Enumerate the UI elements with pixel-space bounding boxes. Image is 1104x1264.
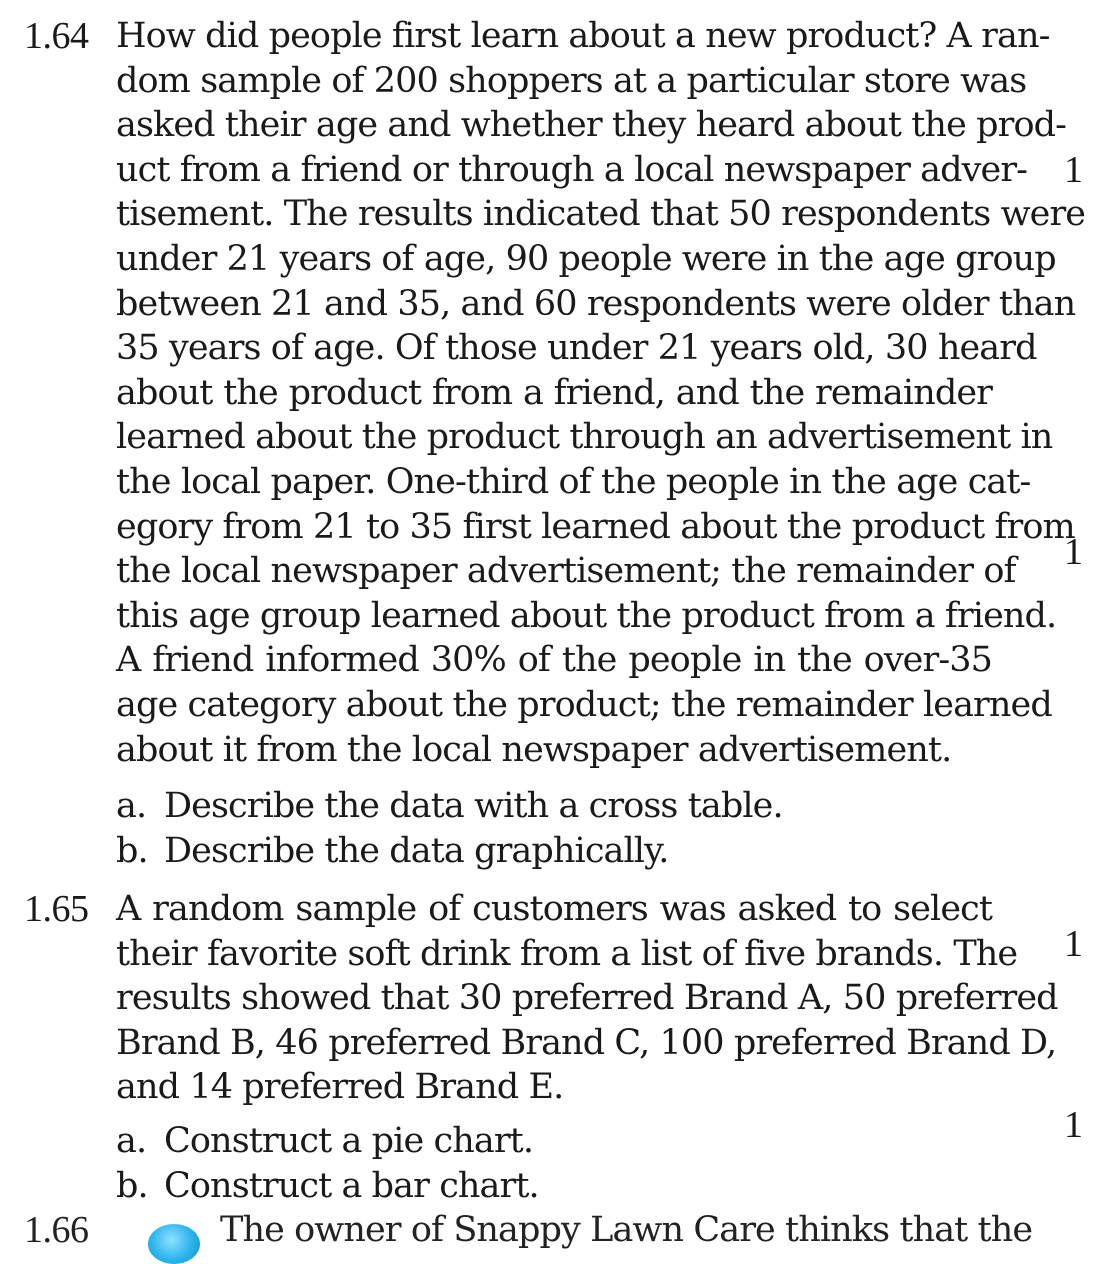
statement-line: egory from 21 to 35 first learned about the product from [116,506,1075,547]
statement-line: asked their age and whether they heard about the prod- [116,105,1067,146]
edge-glyph: 1 [1064,1104,1083,1146]
part-text: Construct a pie chart. [164,1121,534,1161]
part-a [116,1119,992,1164]
part-label: a. [116,1121,147,1161]
problem-number: 1.66 [24,1209,89,1251]
part-label: a. [116,786,147,826]
part-b [116,829,992,874]
part-text: Describe the data graphically. [164,831,669,871]
statement-line: A random sample of customers was asked to select [116,889,992,929]
problem-number: 1.65 [24,888,89,930]
statement-line: the local newspaper advertisement; the remainder of [116,551,1016,592]
statement-line: about the product from a friend, and the remainder [116,372,992,413]
statement-line: A friend informed 30% of the people in the over-35 [116,640,992,681]
data-file-icon [148,1224,200,1264]
problem-parts [116,784,992,874]
part-b [116,1164,992,1209]
part-text: Construct a bar chart. [164,1166,539,1206]
part-a [116,784,992,829]
statement-line: dom sample of 200 shoppers at a particular store was [116,60,1027,101]
statement-line: How did people first learn about a new product? A ran- [116,16,1050,56]
statement-line: learned about the product through an advertisement in [116,417,1053,458]
statement-line: their favorite soft drink from a list of five brands. The [116,933,1018,974]
problem-parts [116,1119,992,1209]
problem-statement [220,1208,1096,1253]
statement-line: uct from a friend or through a local newspaper adver- [116,149,1028,190]
edge-glyph: 1 [1064,531,1083,573]
statement-line: between 21 and 35, and 60 respondents were older than [116,283,1076,324]
part-label: b. [116,1166,148,1206]
problem-number: 1.64 [24,15,89,57]
statement-line: Brand B, 46 preferred Brand C, 100 preferred Brand D, [116,1022,1057,1063]
statement-line: The owner of Snappy Lawn Care thinks that the [220,1210,1033,1250]
edge-glyph: 1 [1064,149,1083,191]
problem-statement [116,14,1086,772]
statement-line: and 14 preferred Brand E. [116,1067,564,1108]
statement-line: age category about the product; the remainder learned [116,684,1052,725]
statement-line: the local paper. One-third of the people in the age cat- [116,461,1031,502]
statement-line: about it from the local newspaper advertisement. [116,729,952,770]
part-text: Describe the data with a cross table. [164,786,783,826]
statement-line: this age group learned about the product from a friend. [116,595,1057,636]
edge-glyph: 1 [1064,923,1083,965]
statement-line: 35 years of age. Of those under 21 years old, 30 heard [116,328,1037,369]
statement-line: tisement. The results indicated that 50 respondents were [116,194,1086,235]
statement-line: results showed that 30 preferred Brand A, 50 preferred [116,978,1058,1019]
statement-line: under 21 years of age, 90 people were in the age group [116,238,1056,279]
part-label: b. [116,831,148,871]
problem-statement [116,887,1058,1110]
